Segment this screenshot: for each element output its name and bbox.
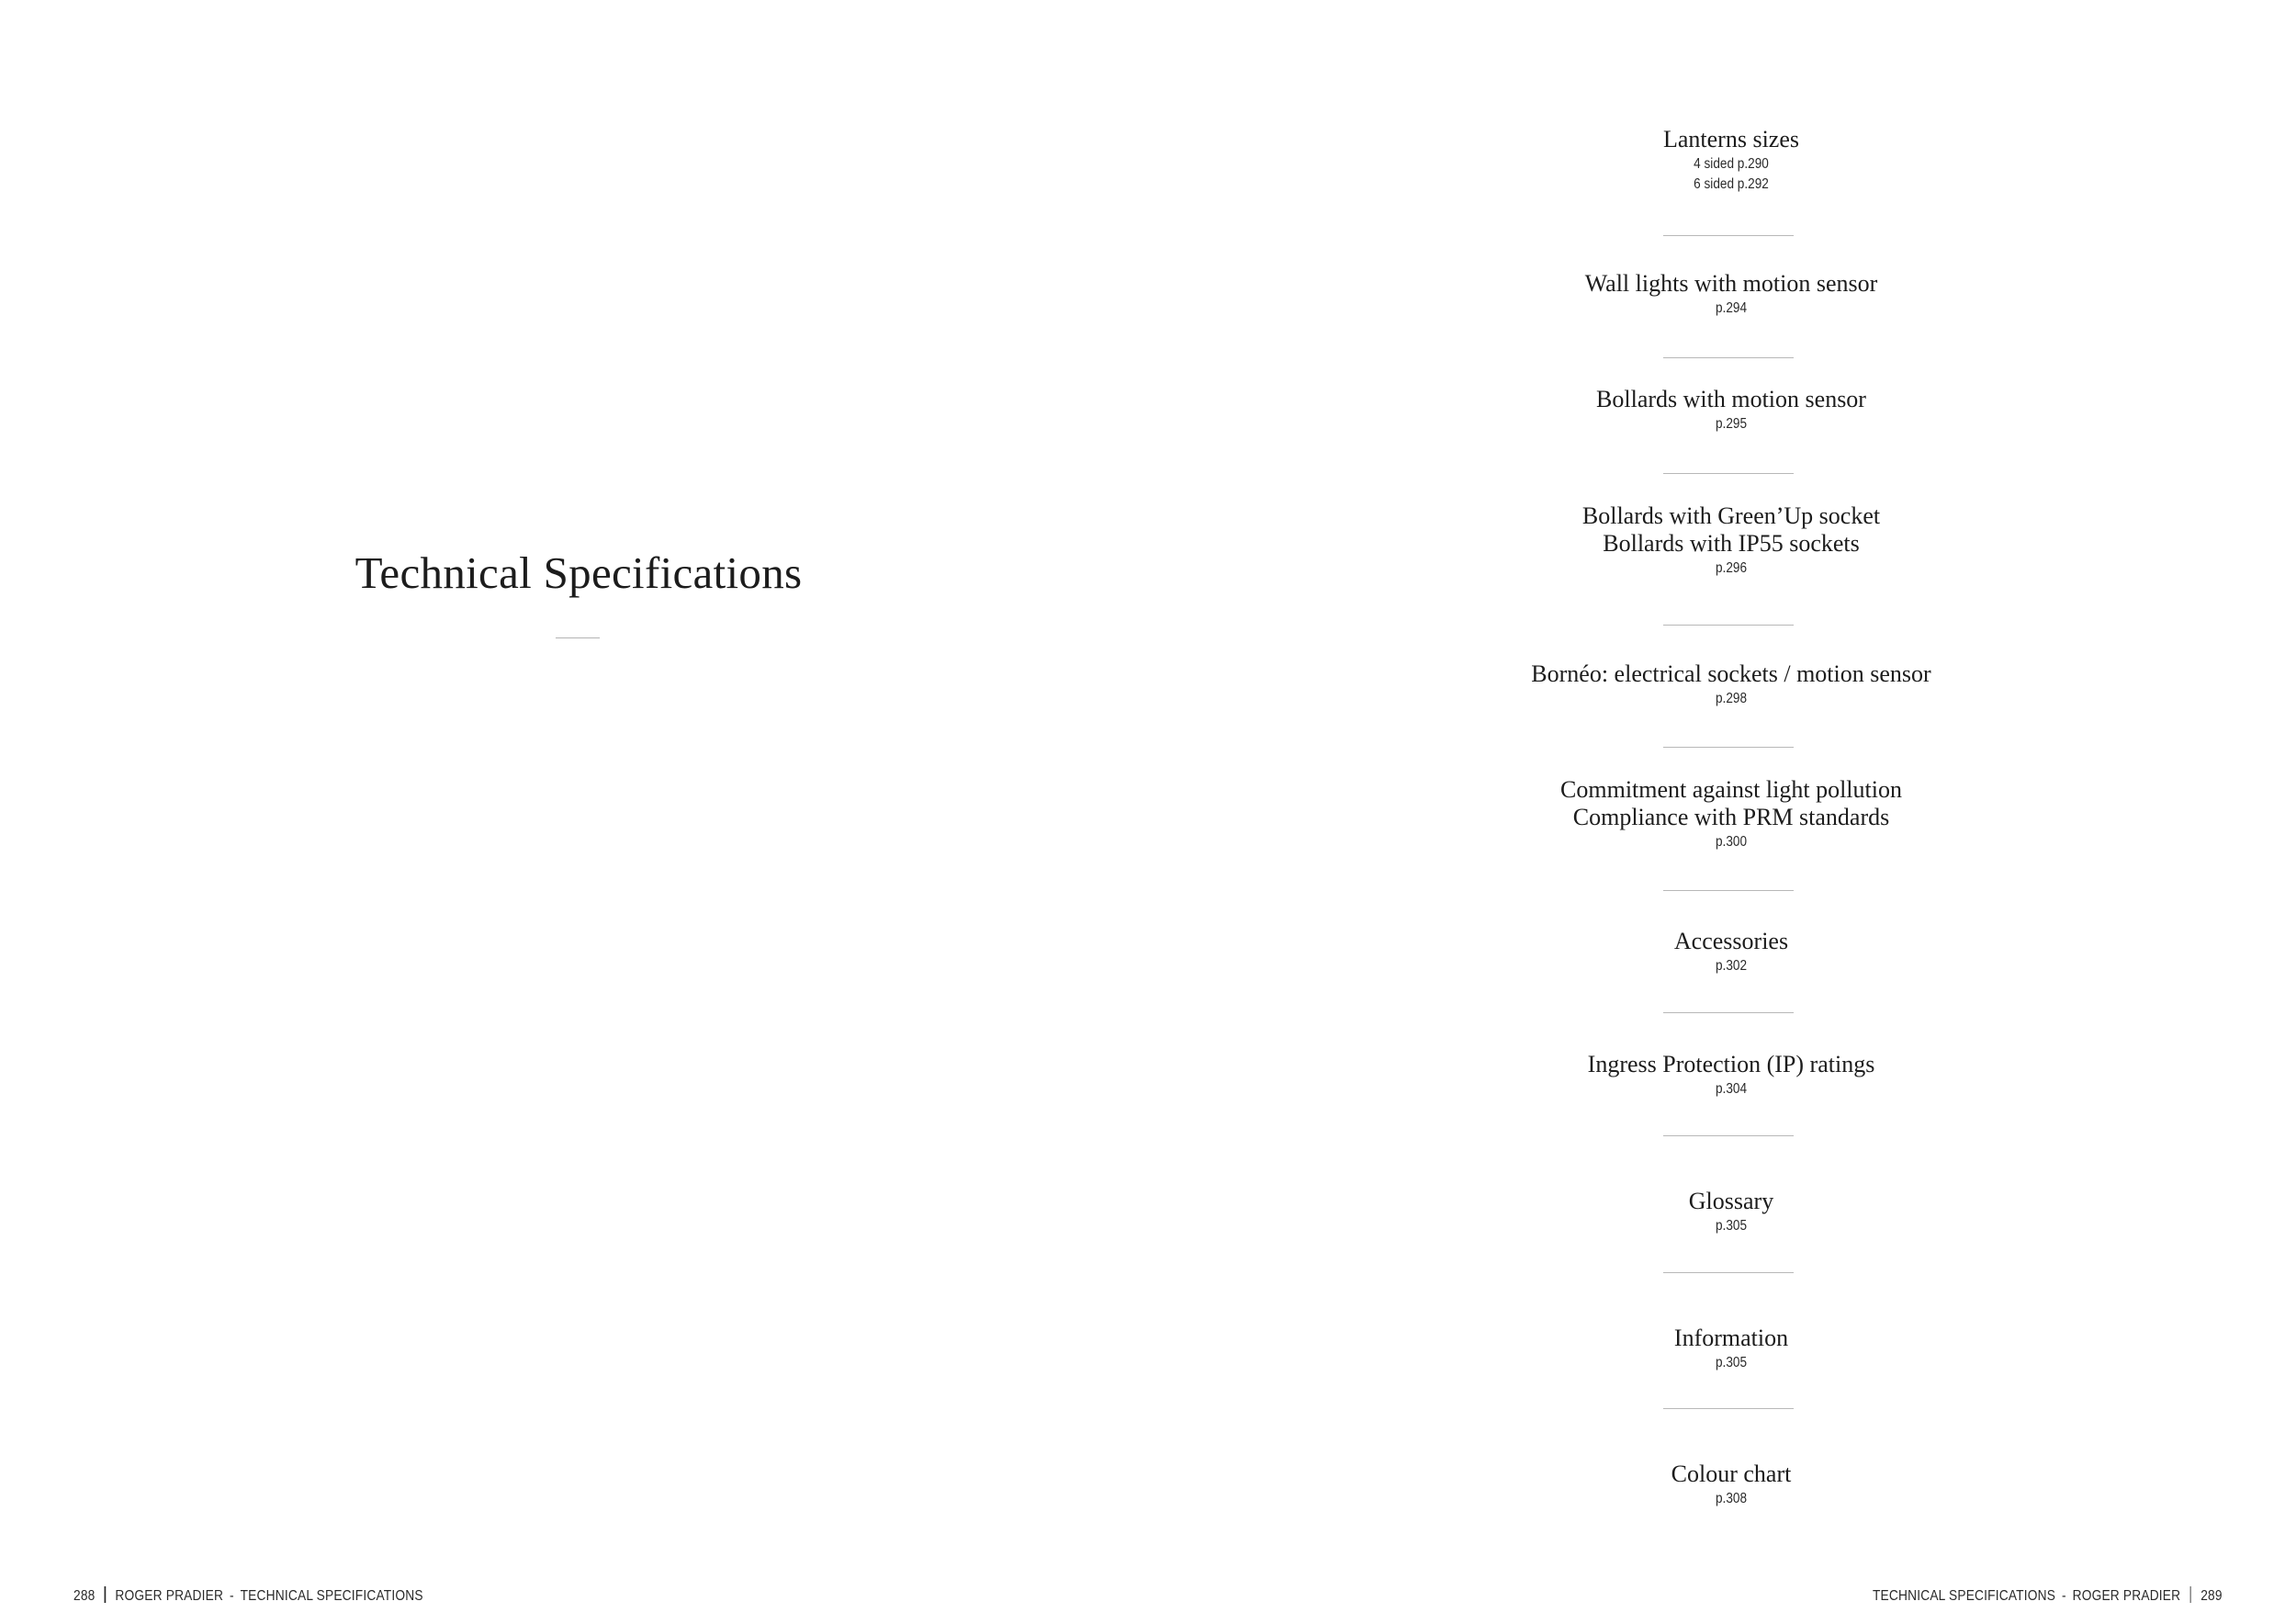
toc-page-ref: p.296 xyxy=(1715,560,1748,576)
toc-heading: Colour chart xyxy=(1671,1460,1792,1487)
footer-right xyxy=(1873,1586,2223,1605)
footer-brand: ROGER PRADIER xyxy=(2072,1588,2181,1604)
toc-entry-bollards-sockets[interactable] xyxy=(1456,502,2007,579)
toc-divider xyxy=(1663,747,1794,748)
page-number: 288 xyxy=(73,1588,96,1604)
toc-divider xyxy=(1663,1135,1794,1136)
toc-page-ref: p.305 xyxy=(1715,1355,1748,1370)
toc-page-ref: p.294 xyxy=(1715,300,1748,316)
title-underline xyxy=(556,637,600,638)
footer-dash: - xyxy=(2062,1588,2067,1604)
toc-heading: Wall lights with motion sensor xyxy=(1584,270,1878,297)
footer-separator xyxy=(105,1586,106,1603)
toc-divider xyxy=(1663,1012,1794,1013)
footer-separator xyxy=(2190,1586,2191,1603)
toc-heading: Lanterns sizes xyxy=(1662,126,1799,152)
toc-heading: Glossary xyxy=(1688,1188,1774,1214)
toc-heading: Bornéo: electrical sockets / motion sensor xyxy=(1531,660,1931,687)
toc-page-ref: p.304 xyxy=(1715,1081,1748,1097)
toc-heading: Accessories xyxy=(1673,928,1789,954)
toc-entry-accessories[interactable] xyxy=(1456,928,2007,976)
toc-heading: Bollards with Green’Up socket xyxy=(1581,502,1881,529)
toc-entry-information[interactable] xyxy=(1456,1325,2007,1373)
footer-section: TECHNICAL SPECIFICATIONS xyxy=(1873,1588,2056,1604)
toc-divider xyxy=(1663,1408,1794,1409)
footer-brand: ROGER PRADIER xyxy=(115,1588,224,1604)
toc-divider xyxy=(1663,1272,1794,1273)
section-title: Technical Specifications xyxy=(355,547,803,598)
toc-divider xyxy=(1663,235,1794,236)
toc-page-ref: p.298 xyxy=(1715,691,1748,706)
toc-divider xyxy=(1663,890,1794,891)
toc-entry-light-pollution-prm[interactable] xyxy=(1456,776,2007,852)
toc-heading: Ingress Protection (IP) ratings xyxy=(1587,1051,1875,1077)
toc-entry-colour-chart[interactable] xyxy=(1456,1460,2007,1509)
toc-heading-secondary: Compliance with PRM standards xyxy=(1572,804,1890,830)
toc-entry-ip-ratings[interactable] xyxy=(1456,1051,2007,1100)
toc-divider xyxy=(1663,357,1794,358)
toc-page-ref: 4 sided p.290 xyxy=(1694,156,1769,172)
toc-page-ref: p.305 xyxy=(1715,1218,1748,1234)
toc-entry-glossary[interactable] xyxy=(1456,1188,2007,1236)
toc-heading: Information xyxy=(1673,1325,1789,1351)
toc-page-ref: p.302 xyxy=(1715,958,1748,974)
toc-divider xyxy=(1663,473,1794,474)
toc-heading-secondary: Bollards with IP55 sockets xyxy=(1603,530,1860,557)
toc-entry-wall-lights-motion-sensor[interactable] xyxy=(1456,270,2007,319)
toc-divider xyxy=(1663,625,1794,626)
page-number: 289 xyxy=(2200,1588,2223,1604)
footer-dash: - xyxy=(229,1588,234,1604)
toc-entry-bollards-motion-sensor[interactable] xyxy=(1456,386,2007,434)
toc-heading: Commitment against light pollution xyxy=(1560,776,1902,803)
toc-entry-lanterns-sizes[interactable] xyxy=(1456,126,2007,195)
toc-page-ref: p.308 xyxy=(1715,1491,1748,1506)
toc-page-ref: p.300 xyxy=(1715,834,1748,850)
toc-page-ref: 6 sided p.292 xyxy=(1694,176,1769,192)
footer-left xyxy=(73,1586,423,1605)
toc-entry-borneo[interactable] xyxy=(1456,660,2007,709)
toc-page-ref: p.295 xyxy=(1715,416,1748,432)
toc-heading: Bollards with motion sensor xyxy=(1596,386,1866,412)
footer-section: TECHNICAL SPECIFICATIONS xyxy=(240,1588,423,1604)
